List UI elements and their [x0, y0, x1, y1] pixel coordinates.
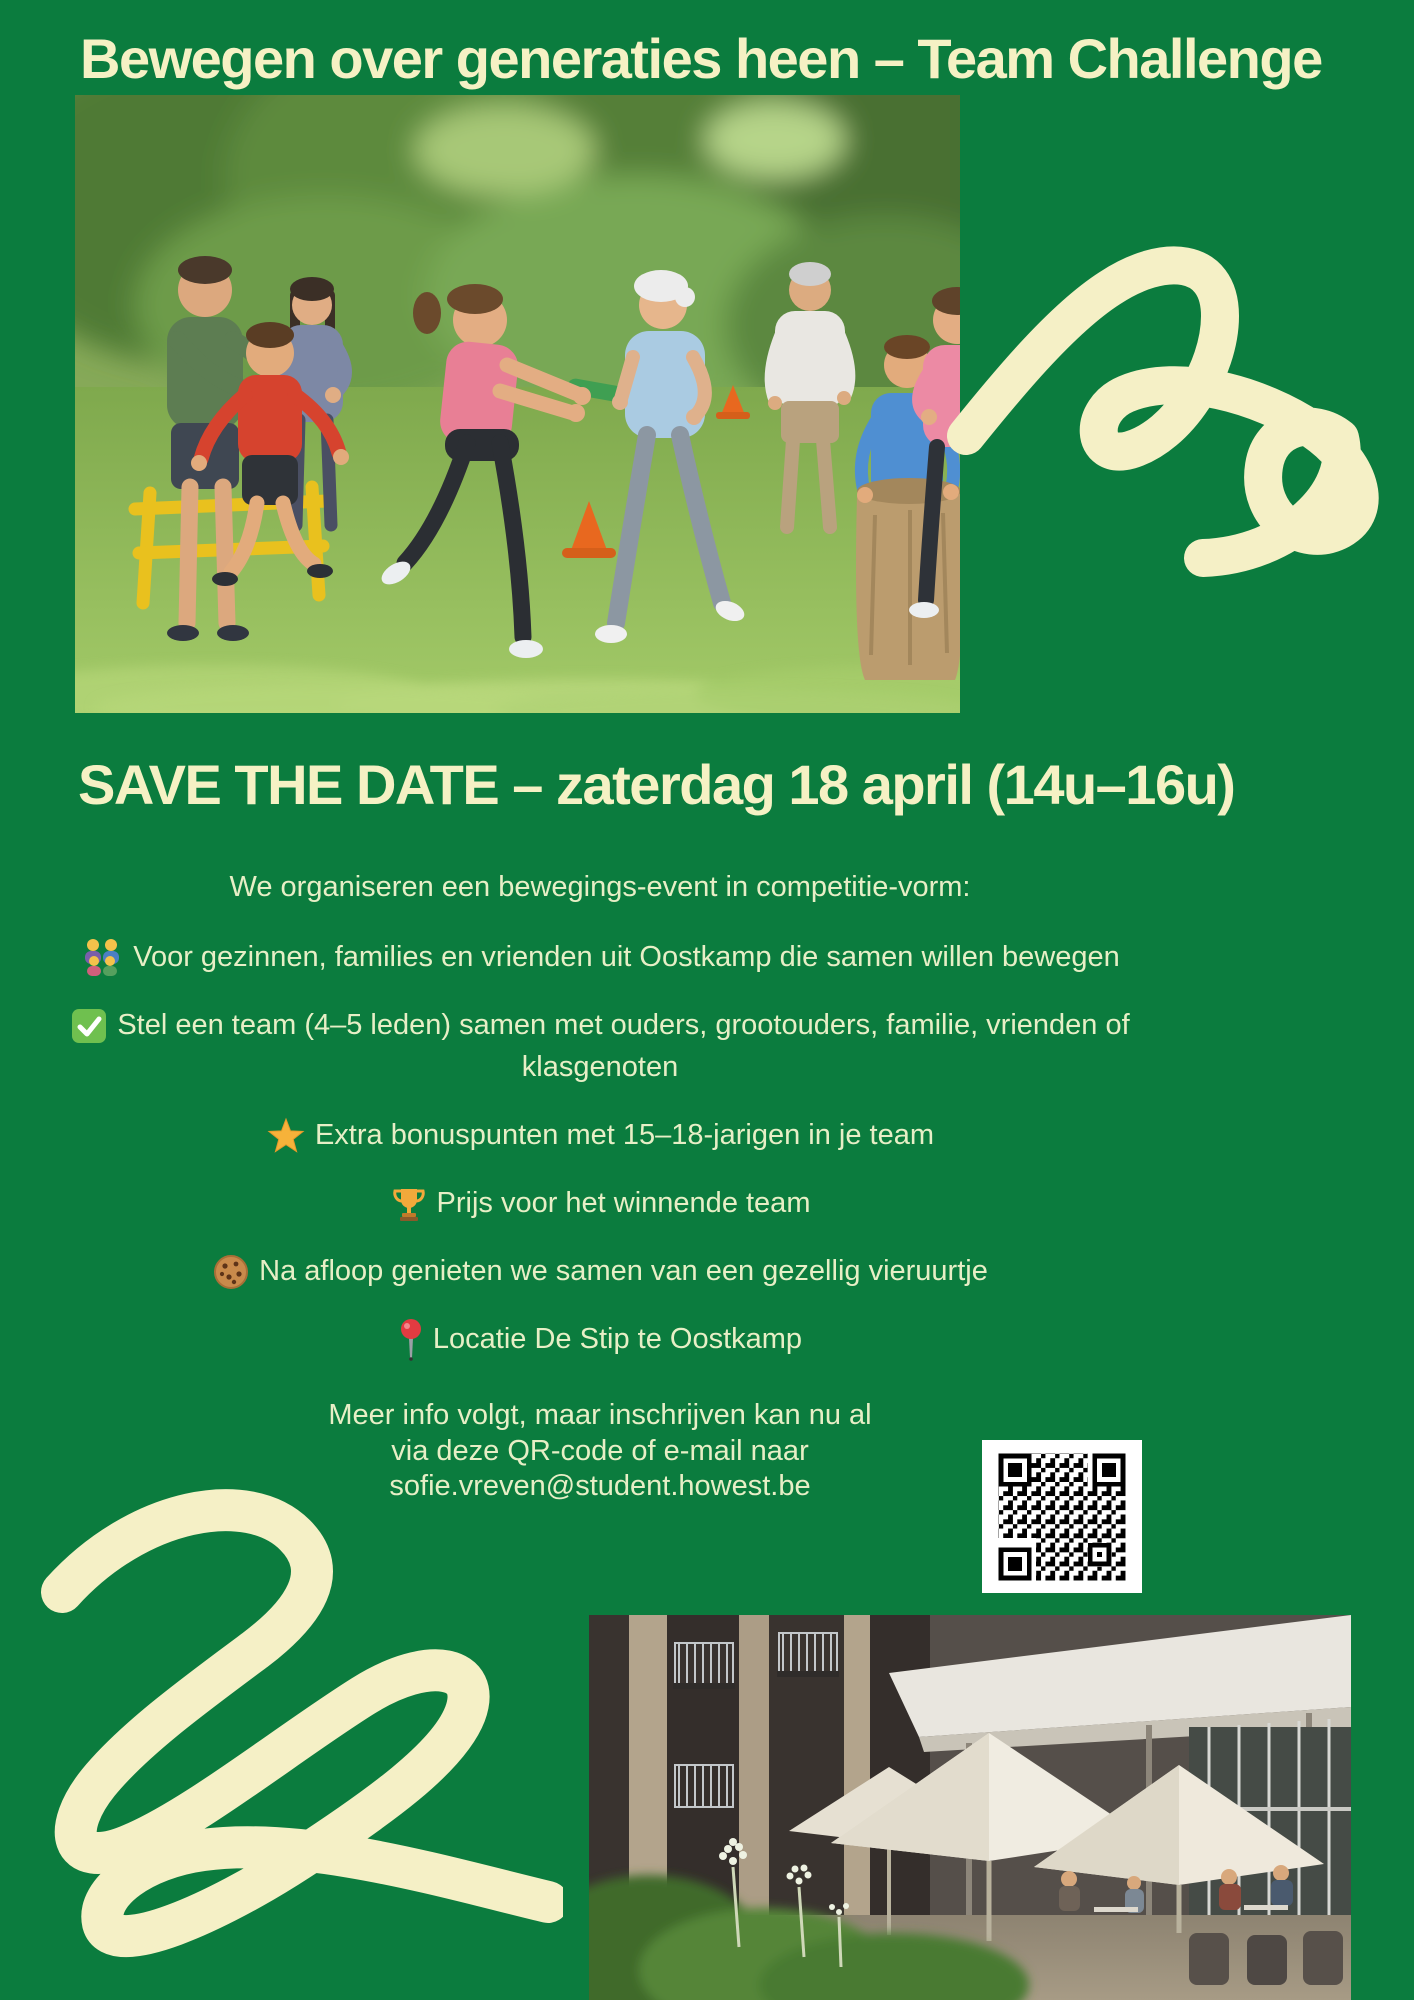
email-address: sofie.vreven@student.howest.be — [389, 1470, 811, 1503]
qr-code-pattern — [991, 1449, 1133, 1585]
event-details — [0, 866, 1200, 1504]
info-line-2: via deze QR-code of e-mail naar — [391, 1434, 809, 1467]
bullet-prize — [0, 1182, 1200, 1224]
squiggle-zigzag-path — [62, 1510, 548, 1936]
bullet-location — [0, 1318, 1200, 1362]
top-photo-relay-race — [75, 95, 960, 713]
bullet-families — [0, 936, 1200, 978]
info-line-1: Meer info volgt, maar inschrijven kan nu al — [328, 1399, 872, 1432]
pin-icon — [398, 1318, 424, 1362]
intro-text: We organiseren een bewegings-event in competitie-vorm: — [229, 871, 971, 903]
bullet-prize-text: Prijs voor het winnende team — [436, 1187, 811, 1220]
qr-code — [982, 1440, 1142, 1593]
bullet-treat-text: Na afloop genieten we samen van een gezellig vieruurtje — [259, 1255, 988, 1288]
family-icon — [80, 937, 124, 977]
check-icon — [70, 1007, 108, 1045]
bullet-team — [0, 1004, 1200, 1088]
bullet-bonus — [0, 1114, 1200, 1156]
squiggle-loop-path — [966, 265, 1360, 558]
bullet-treat — [0, 1250, 1200, 1292]
cookie-icon — [212, 1253, 250, 1291]
bullet-bonus-text: Extra bonuspunten met 15–18-jarigen in je team — [314, 1119, 935, 1152]
star-icon — [266, 1117, 306, 1155]
poster-title: Bewegen over generaties heen – Team Challenge — [80, 27, 1322, 90]
squiggle-zigzag-decoration — [18, 1488, 563, 2000]
save-the-date-heading: SAVE THE DATE – zaterdag 18 april (14u–16u) — [78, 753, 1235, 816]
bullet-team-text: Stel een team (4–5 leden) samen met ouders, grootouders, familie, vrienden of klasgenoten — [117, 1009, 1130, 1084]
bullet-families-text: Voor gezinnen, families en vrienden uit Oostkamp die samen willen bewegen — [133, 941, 1120, 974]
squiggle-loop-decoration — [938, 233, 1408, 593]
trophy-icon — [390, 1185, 428, 1223]
bottom-photo-terrace — [589, 1615, 1351, 2000]
bullet-location-text: Locatie De Stip te Oostkamp — [432, 1323, 803, 1356]
